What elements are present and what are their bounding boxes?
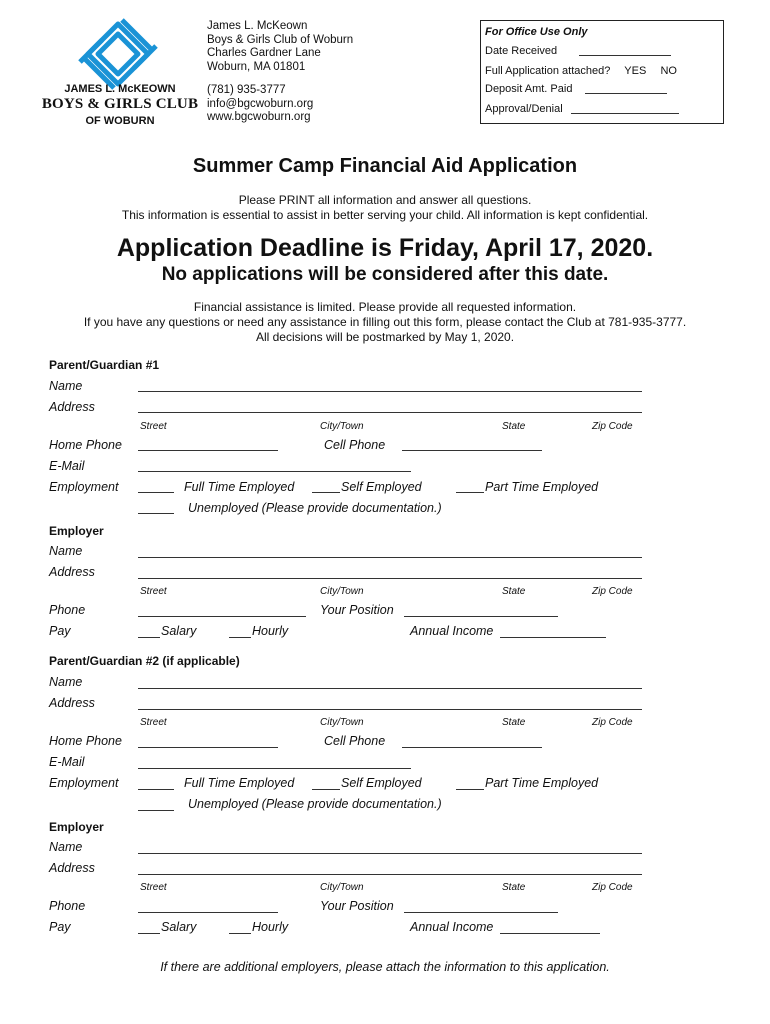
p1-home-phone-label: Home Phone xyxy=(49,438,122,452)
p2-self-employed-label: Self Employed xyxy=(341,776,422,790)
section-parent-1: Parent/Guardian #1 xyxy=(49,358,160,372)
no-option[interactable]: NO xyxy=(660,65,677,77)
p1-state-hint: State xyxy=(502,421,526,432)
p2-unemployed-label: Unemployed (Please provide documentation.) xyxy=(188,797,442,811)
p2-address-label: Address xyxy=(49,696,95,710)
address-line-4: Woburn, MA 01801 xyxy=(207,60,306,73)
p2-zip-hint: Zip Code xyxy=(592,717,633,728)
e2-phone-field[interactable] xyxy=(138,912,278,913)
p2-employment-label: Employment xyxy=(49,776,119,790)
p1-email-label: E-Mail xyxy=(49,459,85,473)
p1-address-label: Address xyxy=(49,400,95,414)
p2-email-label: E-Mail xyxy=(49,755,85,769)
address-line-2: Boys & Girls Club of Woburn xyxy=(207,33,354,46)
notice-line-3: All decisions will be postmarked by May 1, 2020. xyxy=(255,330,515,344)
e2-hourly-label: Hourly xyxy=(252,920,289,934)
e2-annual-income-label: Annual Income xyxy=(410,920,494,934)
full-app-label: Full Application attached? xyxy=(485,65,611,77)
p2-part-time-blank[interactable] xyxy=(456,789,484,790)
e1-street-hint: Street xyxy=(140,586,167,597)
p1-email-field[interactable] xyxy=(138,471,411,472)
e2-position-label: Your Position xyxy=(320,899,394,913)
p1-cell-phone-label: Cell Phone xyxy=(324,438,386,452)
p1-part-time-blank[interactable] xyxy=(456,492,484,493)
p2-cell-phone-field[interactable] xyxy=(402,747,542,748)
p2-name-field[interactable] xyxy=(138,688,642,689)
deadline-heading: Application Deadline is Friday, April 17, 2020. xyxy=(116,234,654,262)
e1-position-label: Your Position xyxy=(320,603,394,617)
p2-home-phone-label: Home Phone xyxy=(49,734,122,748)
e2-phone-label: Phone xyxy=(49,899,86,913)
e2-salary-blank[interactable] xyxy=(138,933,160,934)
p2-cell-phone-label: Cell Phone xyxy=(324,734,386,748)
e2-zip-hint: Zip Code xyxy=(592,882,633,893)
section-parent-2: Parent/Guardian #2 (if applicable) xyxy=(49,654,240,668)
p1-employment-label: Employment xyxy=(49,480,119,494)
p1-city-hint: City/Town xyxy=(320,421,364,432)
logo-club-line: BOYS & GIRLS CLUB xyxy=(41,96,199,112)
date-received-label: Date Received xyxy=(485,45,558,57)
p1-unemployed-label: Unemployed (Please provide documentation.) xyxy=(188,501,442,515)
e1-zip-hint: Zip Code xyxy=(592,586,633,597)
e1-phone-label: Phone xyxy=(49,603,86,617)
p2-city-hint: City/Town xyxy=(320,717,364,728)
e1-annual-income-field[interactable] xyxy=(500,637,606,638)
p2-full-time-label: Full Time Employed xyxy=(184,776,295,790)
p1-street-hint: Street xyxy=(140,421,167,432)
p2-full-time-blank[interactable] xyxy=(138,789,174,790)
p1-name-label: Name xyxy=(49,379,83,393)
date-received-line[interactable] xyxy=(579,55,671,56)
section-employer-2: Employer xyxy=(49,820,104,834)
deposit-label: Deposit Amt. Paid xyxy=(485,83,573,95)
deposit-line[interactable] xyxy=(585,93,667,94)
e2-position-field[interactable] xyxy=(404,912,558,913)
contact-website[interactable]: www.bgcwoburn.org xyxy=(207,111,311,123)
p1-name-field[interactable] xyxy=(138,391,642,392)
notice-line-2: If you have any questions or need any assistance in filling out this form, please contact the Club at 781-935-3777. xyxy=(83,315,687,329)
p2-self-employed-blank[interactable] xyxy=(312,789,340,790)
p1-self-employed-label: Self Employed xyxy=(341,480,422,494)
p1-address-field[interactable] xyxy=(138,412,642,413)
yes-option[interactable]: YES xyxy=(624,65,647,77)
e2-hourly-blank[interactable] xyxy=(229,933,251,934)
e2-name-field[interactable] xyxy=(138,853,642,854)
p2-part-time-label: Part Time Employed xyxy=(485,776,599,790)
p2-home-phone-field[interactable] xyxy=(138,747,278,748)
approval-label: Approval/Denial xyxy=(485,103,563,115)
intro-line-2: This information is essential to assist in better serving your child. All information is kept confidential. xyxy=(121,208,649,222)
contact-phone: (781) 935-3777 xyxy=(207,84,286,96)
p1-full-time-label: Full Time Employed xyxy=(184,480,295,494)
club-contact xyxy=(207,84,313,125)
p2-unemployed-blank[interactable] xyxy=(138,810,174,811)
e1-state-hint: State xyxy=(502,586,526,597)
e2-pay-label: Pay xyxy=(49,920,71,934)
e2-address-field[interactable] xyxy=(138,874,642,875)
p2-street-hint: Street xyxy=(140,717,167,728)
e1-position-field[interactable] xyxy=(404,616,558,617)
e2-name-label: Name xyxy=(49,840,83,854)
p1-part-time-label: Part Time Employed xyxy=(485,480,599,494)
e1-pay-label: Pay xyxy=(49,624,71,638)
notice-line-1: Financial assistance is limited. Please provide all requested information. xyxy=(193,300,577,314)
p1-home-phone-field[interactable] xyxy=(138,450,278,451)
e1-salary-label: Salary xyxy=(161,624,197,638)
e1-hourly-blank[interactable] xyxy=(229,637,251,638)
e1-address-label: Address xyxy=(49,565,95,579)
e2-annual-income-field[interactable] xyxy=(500,933,600,934)
address-line-1: James L. McKeown xyxy=(207,20,308,32)
p2-address-field[interactable] xyxy=(138,709,642,710)
p1-zip-hint: Zip Code xyxy=(592,421,633,432)
footer-note: If there are additional employers, please attach the information to this application. xyxy=(160,960,610,974)
p1-full-time-blank[interactable] xyxy=(138,492,174,493)
logo-name-line: JAMES L. McKEOWN xyxy=(64,83,176,95)
p2-email-field[interactable] xyxy=(138,768,411,769)
e1-salary-blank[interactable] xyxy=(138,637,160,638)
p2-name-label: Name xyxy=(49,675,83,689)
p1-self-employed-blank[interactable] xyxy=(312,492,340,493)
contact-email[interactable]: info@bgcwoburn.org xyxy=(207,97,314,110)
p1-cell-phone-field[interactable] xyxy=(402,450,542,451)
p1-unemployed-blank[interactable] xyxy=(138,513,174,514)
e1-name-label: Name xyxy=(49,544,83,558)
e2-salary-label: Salary xyxy=(161,920,197,934)
office-title: For Office Use Only xyxy=(485,26,588,38)
deadline-subheading: No applications will be considered after this date. xyxy=(161,264,609,285)
intro-line-1: Please PRINT all information and answer all questions. xyxy=(238,193,532,207)
section-employer-1: Employer xyxy=(49,524,104,538)
e2-state-hint: State xyxy=(502,882,526,893)
office-use-box xyxy=(480,20,724,124)
e1-hourly-label: Hourly xyxy=(252,624,289,638)
e1-annual-income-label: Annual Income xyxy=(410,624,494,638)
e2-city-hint: City/Town xyxy=(320,882,364,893)
e2-street-hint: Street xyxy=(140,882,167,893)
address-line-3: Charles Gardner Lane xyxy=(207,47,321,59)
club-address xyxy=(207,20,353,74)
e1-name-field[interactable] xyxy=(138,557,642,558)
e1-phone-field[interactable] xyxy=(138,616,306,617)
e1-city-hint: City/Town xyxy=(320,586,364,597)
page-title: Summer Camp Financial Aid Application xyxy=(192,155,578,177)
approval-line[interactable] xyxy=(571,113,679,114)
e1-address-field[interactable] xyxy=(138,578,642,579)
e2-address-label: Address xyxy=(49,861,95,875)
p2-state-hint: State xyxy=(502,717,526,728)
logo-of-line: OF WOBURN xyxy=(85,115,155,127)
